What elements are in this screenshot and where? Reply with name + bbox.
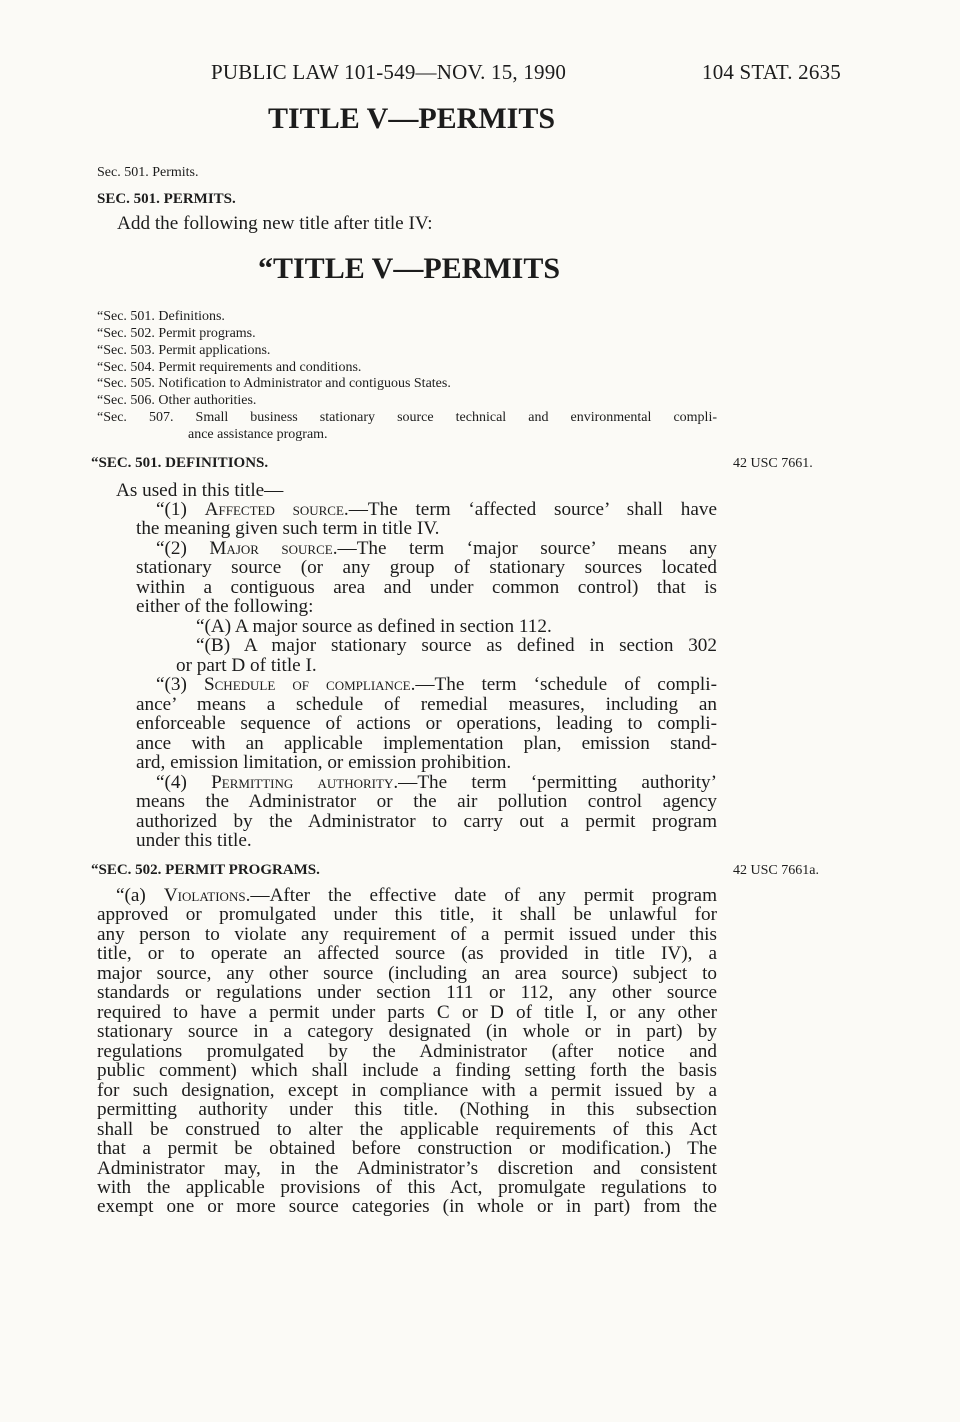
toc-item: “Sec. 501. Definitions. bbox=[97, 309, 225, 324]
paragraph-line: standards or regulations under section 111 or 112, any other source bbox=[97, 982, 717, 1003]
definition-affected-source: “(1) Affected source.—The term ‘affected source’ shall have bbox=[156, 499, 717, 520]
running-header-left: PUBLIC LAW 101-549—NOV. 15, 1990 bbox=[211, 60, 567, 84]
definition-line: either of the following: bbox=[136, 596, 314, 617]
definition-line: ard, emission limitation, or emission prohibition. bbox=[136, 752, 512, 773]
definitions-heading: “SEC. 501. DEFINITIONS. bbox=[91, 455, 269, 471]
paragraph-line: required to have a permit under parts C or D of title I, or any other bbox=[97, 1002, 717, 1023]
definition-subitem: “(B) A major stationary source as defined in section 302 bbox=[196, 635, 717, 656]
defined-term: Affected source bbox=[204, 499, 344, 520]
toc-item: “Sec. 502. Permit programs. bbox=[97, 326, 256, 341]
subsection-term: Violations bbox=[163, 885, 246, 906]
definition-permitting-authority: “(4) Permitting authority.—The term ‘permitting authority’ bbox=[156, 772, 718, 793]
toc-item-continuation: ance assistance program. bbox=[188, 427, 328, 442]
paragraph-line: Administrator may, in the Administrator’s discretion and consistent bbox=[97, 1158, 717, 1179]
definitions-intro: As used in this title— bbox=[116, 480, 284, 501]
paragraph-line: for such designation, except in compliance with a permit issued by a bbox=[97, 1080, 717, 1101]
running-header-right: 104 STAT. 2635 bbox=[702, 60, 841, 84]
new-title-heading: “TITLE V—PERMITS bbox=[258, 252, 561, 285]
usc-citation: 42 USC 7661a. bbox=[733, 863, 819, 878]
paragraph-line: exempt one or more source categories (in whole or in part) from the bbox=[97, 1196, 717, 1217]
definition-major-source: “(2) Major source.—The term ‘major source’ means any bbox=[156, 538, 718, 559]
violations-paragraph-start: “(a) Violations.—After the effective date of any permit program bbox=[116, 885, 717, 906]
definition-subitem: “(A) A major source as defined in section 112. bbox=[196, 616, 552, 637]
definition-line: within a contiguous area and under common control) that is bbox=[136, 577, 717, 598]
paragraph-line: major source, any other source (including an area source) subject to bbox=[97, 963, 717, 984]
definition-line: the meaning given such term in title IV. bbox=[136, 518, 440, 539]
paragraph-line: with the applicable provisions of this Act, promulgate regulations to bbox=[97, 1177, 717, 1198]
toc-item: “Sec. 505. Notification to Administrator and contiguous States. bbox=[97, 376, 451, 391]
paragraph-line: regulations promulgated by the Administrator (after notice and bbox=[97, 1041, 717, 1062]
paragraph-line: stationary source in a category designated (in whole or in part) by bbox=[97, 1021, 717, 1042]
paragraph-line: approved or promulgated under this title, it shall be unlawful for bbox=[97, 904, 717, 925]
paragraph-line: public comment) which shall include a finding setting forth the basis bbox=[97, 1060, 717, 1081]
toc-line: Sec. 501. Permits. bbox=[97, 165, 199, 180]
definition-line: or part D of title I. bbox=[176, 655, 317, 676]
definition-schedule-of-compliance: “(3) Schedule of compliance.—The term ‘schedule of compli- bbox=[156, 674, 717, 695]
permit-programs-heading: “SEC. 502. PERMIT PROGRAMS. bbox=[91, 862, 320, 878]
defined-term: Major source bbox=[209, 538, 333, 559]
paragraph-line: title, or to operate an affected source (as provided in title IV), a bbox=[97, 943, 717, 964]
toc-item: “Sec. 504. Permit requirements and conditions. bbox=[97, 360, 362, 375]
paragraph-line: shall be construed to alter the applicable requirements of this Act bbox=[97, 1119, 717, 1140]
definition-line: authorized by the Administrator to carry out a permit program bbox=[136, 811, 717, 832]
definition-line: means the Administrator or the air pollution control agency bbox=[136, 791, 717, 812]
toc-item: “Sec. 503. Permit applications. bbox=[97, 343, 271, 358]
title-heading: TITLE V—PERMITS bbox=[268, 102, 556, 135]
definition-line: under this title. bbox=[136, 830, 252, 851]
usc-citation: 42 USC 7661. bbox=[733, 456, 813, 471]
defined-term: Schedule of compliance bbox=[203, 674, 411, 695]
toc-item: “Sec. 507. Small business stationary source technical and environmental compli- bbox=[97, 410, 717, 425]
intro-text: Add the following new title after title IV: bbox=[117, 213, 433, 234]
section-501-heading: SEC. 501. PERMITS. bbox=[97, 191, 236, 207]
defined-term: Permitting authority bbox=[211, 772, 394, 793]
paragraph-line: permitting authority under this title. (Nothing in this subsection bbox=[97, 1099, 717, 1120]
paragraph-line: any person to violate any requirement of a permit issued under this bbox=[97, 924, 717, 945]
paragraph-line: that a permit be obtained before construction or modification.) The bbox=[97, 1138, 717, 1159]
definition-line: ance’ means a schedule of remedial measures, including an bbox=[136, 694, 717, 715]
toc-item: “Sec. 506. Other authorities. bbox=[97, 393, 257, 408]
definition-line: ance with an applicable implementation plan, emission stand- bbox=[136, 733, 717, 754]
definition-line: stationary source (or any group of stationary sources located bbox=[136, 557, 717, 578]
definition-line: enforceable sequence of actions or operations, leading to compli- bbox=[136, 713, 717, 734]
